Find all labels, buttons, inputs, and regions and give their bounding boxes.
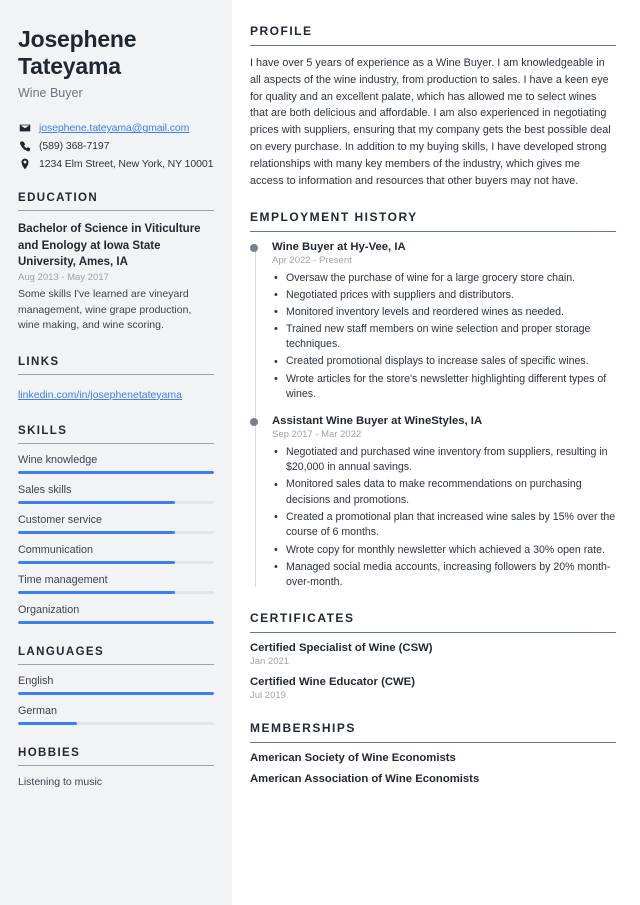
links-heading: LINKS bbox=[18, 355, 60, 368]
certificate-name: Certified Wine Educator (CWE) bbox=[250, 675, 415, 688]
candidate-job-title: Wine Buyer bbox=[18, 86, 83, 101]
job-entry bbox=[272, 415, 616, 591]
certificate-name: Certified Specialist of Wine (CSW) bbox=[250, 641, 433, 654]
job-role: Assistant Wine Buyer at WineStyles, IA bbox=[272, 414, 483, 427]
skill-track bbox=[18, 621, 214, 624]
skill-label: Time management bbox=[18, 573, 108, 586]
skill-item bbox=[18, 454, 214, 474]
language-track bbox=[18, 722, 214, 725]
links-divider bbox=[18, 374, 214, 375]
memberships-divider bbox=[250, 742, 616, 743]
skill-fill bbox=[18, 501, 175, 504]
phone-icon bbox=[18, 140, 31, 152]
contact-email-text[interactable]: josephene.tateyama@gmail.com bbox=[39, 122, 190, 135]
skill-label: Communication bbox=[18, 543, 94, 556]
skill-track bbox=[18, 591, 214, 594]
membership-item: American Association of Wine Economists bbox=[250, 772, 480, 785]
profile-text: I have over 5 years of experience as a Wine Buyer. I am knowledgeable in all aspects of the wine industry, from production to sales. I have a keen eye for quality and an excellent palate, which has allowed me to select wines that are both delicious and affordable. I am also experienced in negotiating prices with suppliers, ensuring that my company gets the best possible deal on every purchase. In addition to my buying skills, I have developed strong relationships with many key members of the industry, which gives me access to information and resources that other buyers may not have. bbox=[250, 57, 611, 187]
languages-divider bbox=[18, 664, 214, 665]
job-bullet: • Wrote articles for the store's newsletter highlighting different types of wines. bbox=[272, 372, 616, 403]
membership-item: American Society of Wine Economists bbox=[250, 751, 456, 764]
timeline-line bbox=[255, 247, 256, 587]
skill-track bbox=[18, 501, 214, 504]
skill-fill bbox=[18, 561, 175, 564]
certificate-date: Jan 2021 bbox=[250, 655, 290, 667]
main-column bbox=[232, 0, 640, 905]
section-languages bbox=[18, 646, 214, 725]
section-links bbox=[18, 356, 214, 403]
employment-divider bbox=[250, 231, 616, 232]
hobbies-heading: HOBBIES bbox=[18, 746, 81, 759]
language-fill bbox=[18, 692, 214, 695]
skill-label: Organization bbox=[18, 603, 80, 616]
job-bullet: • Created a promotional plan that increased wine sales by 15% over the course of 6 months. bbox=[272, 510, 616, 541]
language-label: German bbox=[18, 704, 58, 717]
employment-heading: EMPLOYMENT HISTORY bbox=[250, 209, 418, 224]
certificate-entry bbox=[250, 642, 616, 667]
skill-track bbox=[18, 471, 214, 474]
skill-fill bbox=[18, 531, 175, 534]
skill-item bbox=[18, 514, 214, 534]
link-item-linkedin[interactable]: linkedin.com/in/josephenetateyama bbox=[18, 388, 183, 401]
education-description: Some skills I've learned are vineyard management, wine grape production, wine making, and wine scoring. bbox=[18, 288, 192, 332]
language-label: English bbox=[18, 674, 54, 687]
section-employment-history bbox=[250, 210, 616, 591]
certificate-date: Jul 2019 bbox=[250, 689, 286, 701]
job-bullets bbox=[272, 271, 616, 403]
education-divider bbox=[18, 210, 214, 211]
job-date: Apr 2022 - Present bbox=[272, 254, 352, 266]
section-skills bbox=[18, 425, 214, 624]
certificates-divider bbox=[250, 632, 616, 633]
sidebar bbox=[0, 0, 232, 905]
skill-label: Wine knowledge bbox=[18, 453, 98, 466]
job-date: Sep 2017 - Mar 2022 bbox=[272, 428, 362, 440]
skill-track bbox=[18, 531, 214, 534]
job-bullet: • Monitored sales data to make recommendations on purchasing decisions and promotions. bbox=[272, 477, 616, 508]
profile-divider bbox=[250, 45, 616, 46]
location-pin-icon bbox=[18, 158, 31, 170]
skill-fill bbox=[18, 621, 214, 624]
section-hobbies bbox=[18, 747, 214, 788]
skill-item bbox=[18, 544, 214, 564]
job-bullet: • Wrote copy for monthly newsletter which achieved a 30% open rate. bbox=[272, 543, 616, 559]
languages-heading: LANGUAGES bbox=[18, 645, 105, 658]
skill-fill bbox=[18, 471, 214, 474]
employment-timeline bbox=[250, 241, 616, 591]
contact-email[interactable] bbox=[18, 122, 214, 134]
contact-list bbox=[18, 122, 214, 170]
section-profile bbox=[250, 24, 616, 190]
job-entry bbox=[272, 241, 616, 403]
language-track bbox=[18, 692, 214, 695]
education-degree: Bachelor of Science in Viticulture and Enology at Iowa State University, Ames, IA bbox=[18, 223, 201, 268]
skill-label: Sales skills bbox=[18, 483, 72, 496]
skills-divider bbox=[18, 443, 214, 444]
job-bullet: • Negotiated prices with suppliers and distributors. bbox=[272, 288, 616, 304]
memberships-heading: MEMBERSHIPS bbox=[250, 720, 356, 735]
job-bullets bbox=[272, 445, 616, 591]
profile-heading: PROFILE bbox=[250, 24, 313, 38]
section-memberships bbox=[250, 721, 616, 785]
job-bullet: • Negotiated and purchased wine inventory from suppliers, resulting in $20,000 in annual savings. bbox=[272, 445, 616, 476]
timeline-dot-icon bbox=[250, 244, 258, 252]
education-heading: EDUCATION bbox=[18, 192, 99, 205]
job-bullet: • Managed social media accounts, increasing followers by 20% month-over-month. bbox=[272, 560, 616, 591]
candidate-name: Josephene Tateyama bbox=[18, 26, 137, 80]
certificate-entry bbox=[250, 676, 616, 701]
job-bullet: • Monitored inventory levels and reordered wines as needed. bbox=[272, 305, 616, 321]
section-certificates bbox=[250, 611, 616, 701]
skill-item bbox=[18, 604, 214, 624]
skills-heading: SKILLS bbox=[18, 424, 68, 437]
language-fill bbox=[18, 722, 77, 725]
job-bullet: • Oversaw the purchase of wine for a large grocery store chain. bbox=[272, 271, 616, 287]
timeline-dot-icon bbox=[250, 418, 258, 426]
hobbies-divider bbox=[18, 765, 214, 766]
education-date: Aug 2013 - May 2017 bbox=[18, 272, 109, 284]
job-bullet: • Trained new staff members on wine selection and proper storage techniques. bbox=[272, 322, 616, 353]
contact-address-text: 1234 Elm Street, New York, NY 10001 bbox=[39, 158, 214, 171]
contact-address bbox=[18, 158, 214, 170]
skill-label: Customer service bbox=[18, 513, 102, 526]
certificates-heading: CERTIFICATES bbox=[250, 610, 355, 625]
skill-track bbox=[18, 561, 214, 564]
language-item bbox=[18, 705, 214, 725]
hobby-item: Listening to music bbox=[18, 775, 103, 788]
job-role: Wine Buyer at Hy-Vee, IA bbox=[272, 240, 406, 253]
job-bullet: • Created promotional displays to increase sales of specific wines. bbox=[272, 354, 616, 370]
envelope-icon bbox=[18, 122, 31, 134]
contact-phone[interactable] bbox=[18, 140, 214, 152]
skill-fill bbox=[18, 591, 175, 594]
contact-phone-text: (589) 368-7197 bbox=[39, 140, 110, 153]
skill-item bbox=[18, 484, 214, 504]
language-item bbox=[18, 675, 214, 695]
section-education bbox=[18, 192, 214, 334]
skill-item bbox=[18, 574, 214, 594]
